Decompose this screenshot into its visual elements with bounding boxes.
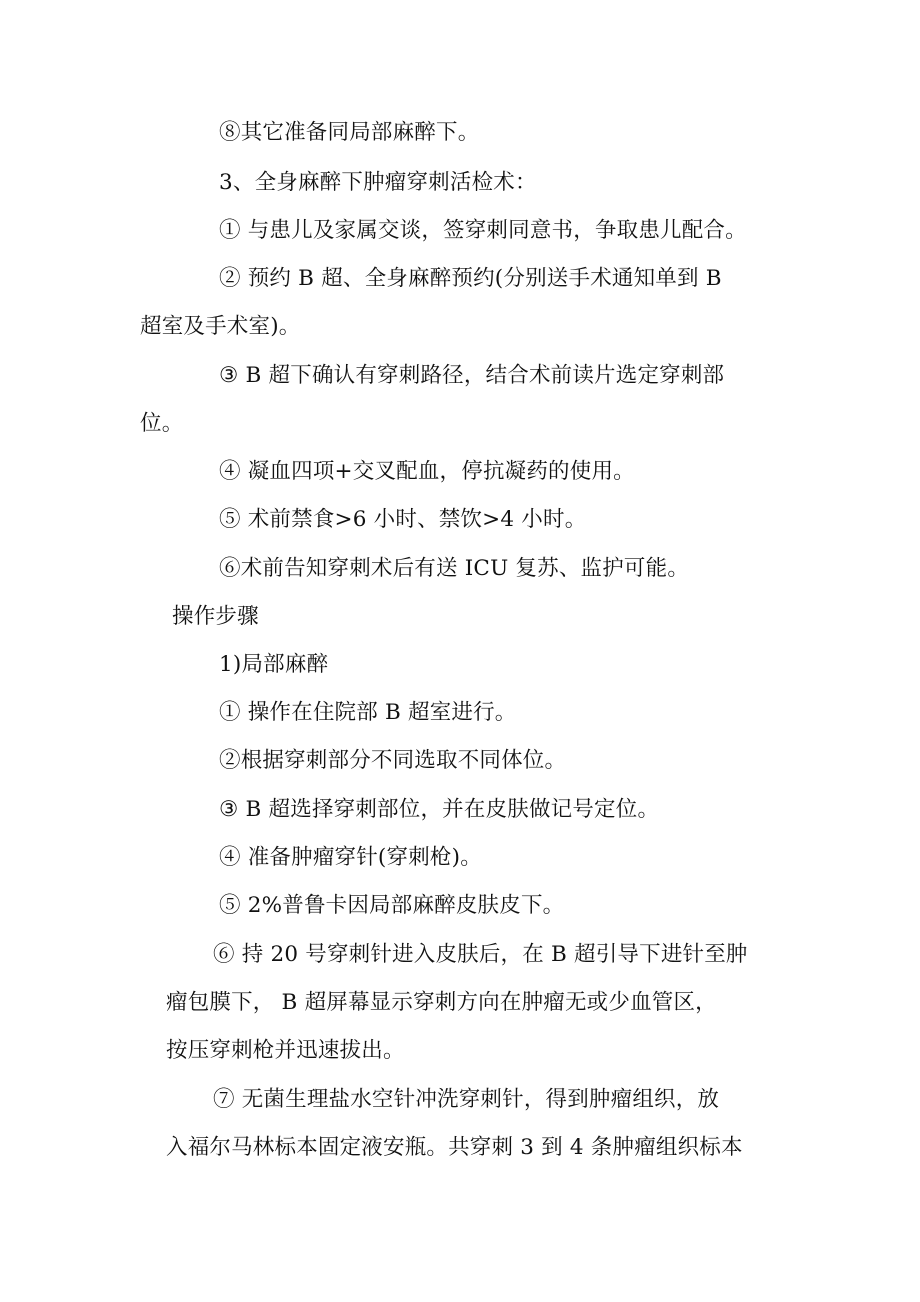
- text-line-step-1: ① 操作在住院部 B 超室进行。: [219, 700, 517, 725]
- text-line-step-6-cont-2: 按压穿刺枪并迅速拔出。: [166, 1038, 405, 1063]
- text-line-step-7-cont: 入福尔马林标本固定液安瓶。共穿刺 3 到 4 条肿瘤组织标本: [166, 1135, 743, 1160]
- text-line-step-6: ⑥ 持 20 号穿刺针进入皮肤后，在 B 超引导下进针至肿: [213, 942, 748, 967]
- text-line-general-6: ⑥术前告知穿刺术后有送 ICU 复苏、监护可能。: [219, 556, 690, 581]
- text-line-step-6-cont-1: 瘤包膜下， B 超屏幕显示穿刺方向在肿瘤无或少血管区，: [166, 990, 717, 1015]
- text-line-step-2: ②根据穿刺部分不同选取不同体位。: [219, 748, 567, 773]
- text-line-general-2-cont: 超室及手术室)。: [140, 314, 301, 339]
- section-heading-steps: 操作步骤: [172, 604, 259, 629]
- text-line-general-2: ② 预约 B 超、全身麻醉预约(分别送手术通知单到 B: [219, 266, 722, 291]
- section-heading-general-anesthesia: 3、全身麻醉下肿瘤穿刺活检术：: [219, 170, 537, 195]
- text-line-step-5: ⑤ 2%普鲁卡因局部麻醉皮肤皮下。: [219, 893, 565, 918]
- text-line-general-3: ③ B 超下确认有穿刺路径，结合术前读片选定穿刺部: [219, 363, 725, 388]
- text-line-general-4: ④ 凝血四项+交叉配血，停抗凝药的使用。: [219, 459, 635, 484]
- text-line-general-5: ⑤ 术前禁食>6 小时、禁饮>4 小时。: [219, 507, 587, 532]
- text-line-general-1: ① 与患儿及家属交谈，签穿刺同意书，争取患儿配合。: [219, 218, 747, 243]
- text-line-step-4: ④ 准备肿瘤穿针(穿刺枪)。: [219, 845, 482, 870]
- text-line-step-3: ③ B 超选择穿刺部位，并在皮肤做记号定位。: [219, 797, 660, 822]
- text-line-general-3-cont: 位。: [140, 411, 184, 436]
- subheading-local-anesthesia: 1)局部麻醉: [219, 652, 329, 677]
- text-line-step-7: ⑦ 无菌生理盐水空针冲洗穿刺针，得到肿瘤组织，放: [213, 1087, 720, 1112]
- text-line-prep-8: ⑧其它准备同局部麻醉下。: [219, 120, 480, 145]
